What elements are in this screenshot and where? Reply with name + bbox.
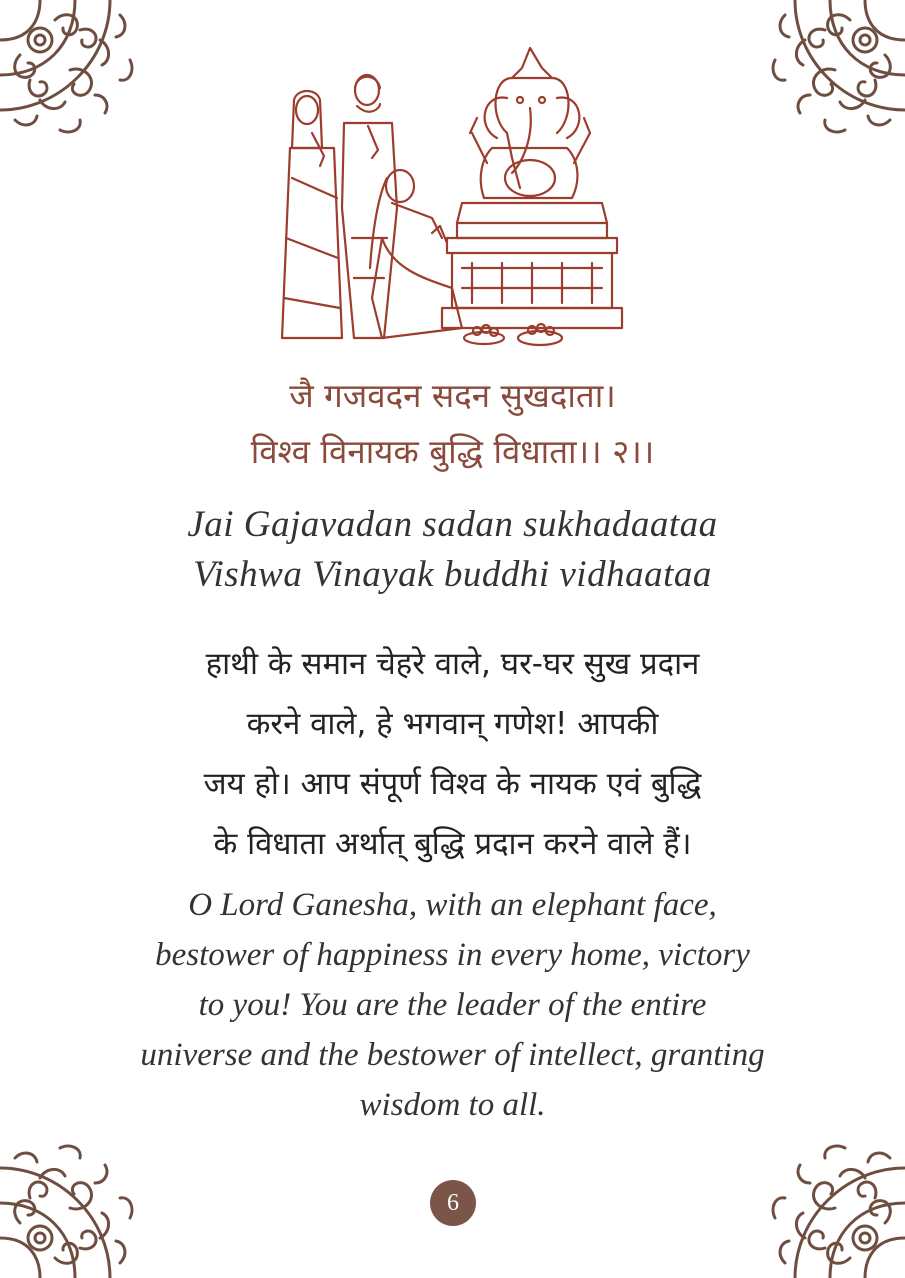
- meaning-hindi: [0, 634, 905, 874]
- verse-hindi: [0, 368, 905, 480]
- meaning-hindi-line: करने वाले, हे भगवान् गणेश! आपकी: [246, 706, 659, 742]
- meaning-hindi-line: हाथी के समान चेहरे वाले, घर-घर सुख प्रदान: [205, 646, 700, 682]
- corner-ornament-top-left-icon: [0, 0, 150, 150]
- meaning-english-line: bestower of happiness in every home, victory: [155, 937, 750, 973]
- verse-hindi-line-1: जै गजवदन सदन सुखदाता।: [289, 376, 616, 415]
- meaning-english: [100, 880, 805, 1130]
- ganesha-devotees-illustration: [272, 38, 642, 350]
- verse-translit-line-2: Vishwa Vinayak buddhi vidhaataa: [193, 554, 712, 595]
- page-number-badge: [430, 1180, 476, 1226]
- meaning-english-line: universe and the bestower of intellect, granting: [140, 1037, 765, 1073]
- woman-devotee-figure: [282, 91, 342, 338]
- corner-ornament-bottom-left-icon: [0, 1128, 150, 1278]
- verse-translit-line-1: Jai Gajavadan sadan sukhadaataa: [187, 504, 718, 545]
- verse-hindi-line-2: विश्व विनायक बुद्धि विधाता।। २।।: [250, 432, 655, 471]
- meaning-english-line: to you! You are the leader of the entire: [198, 987, 707, 1023]
- corner-ornament-top-right-icon: [755, 0, 905, 150]
- meaning-english-line: wisdom to all.: [359, 1087, 546, 1123]
- ganesha-idol-figure: [442, 48, 622, 345]
- meaning-hindi-line: जय हो। आप संपूर्ण विश्व के नायक एवं बुद्धि: [203, 766, 702, 802]
- page-number: 6: [447, 1189, 459, 1216]
- standing-devotee-figure: [342, 75, 397, 338]
- meaning-english-line: O Lord Ganesha, with an elephant face,: [188, 887, 717, 923]
- meaning-hindi-line: के विधाता अर्थात् बुद्धि प्रदान करने वाले हैं।: [213, 826, 692, 862]
- corner-ornament-bottom-right-icon: [755, 1128, 905, 1278]
- verse-transliteration: [0, 500, 905, 600]
